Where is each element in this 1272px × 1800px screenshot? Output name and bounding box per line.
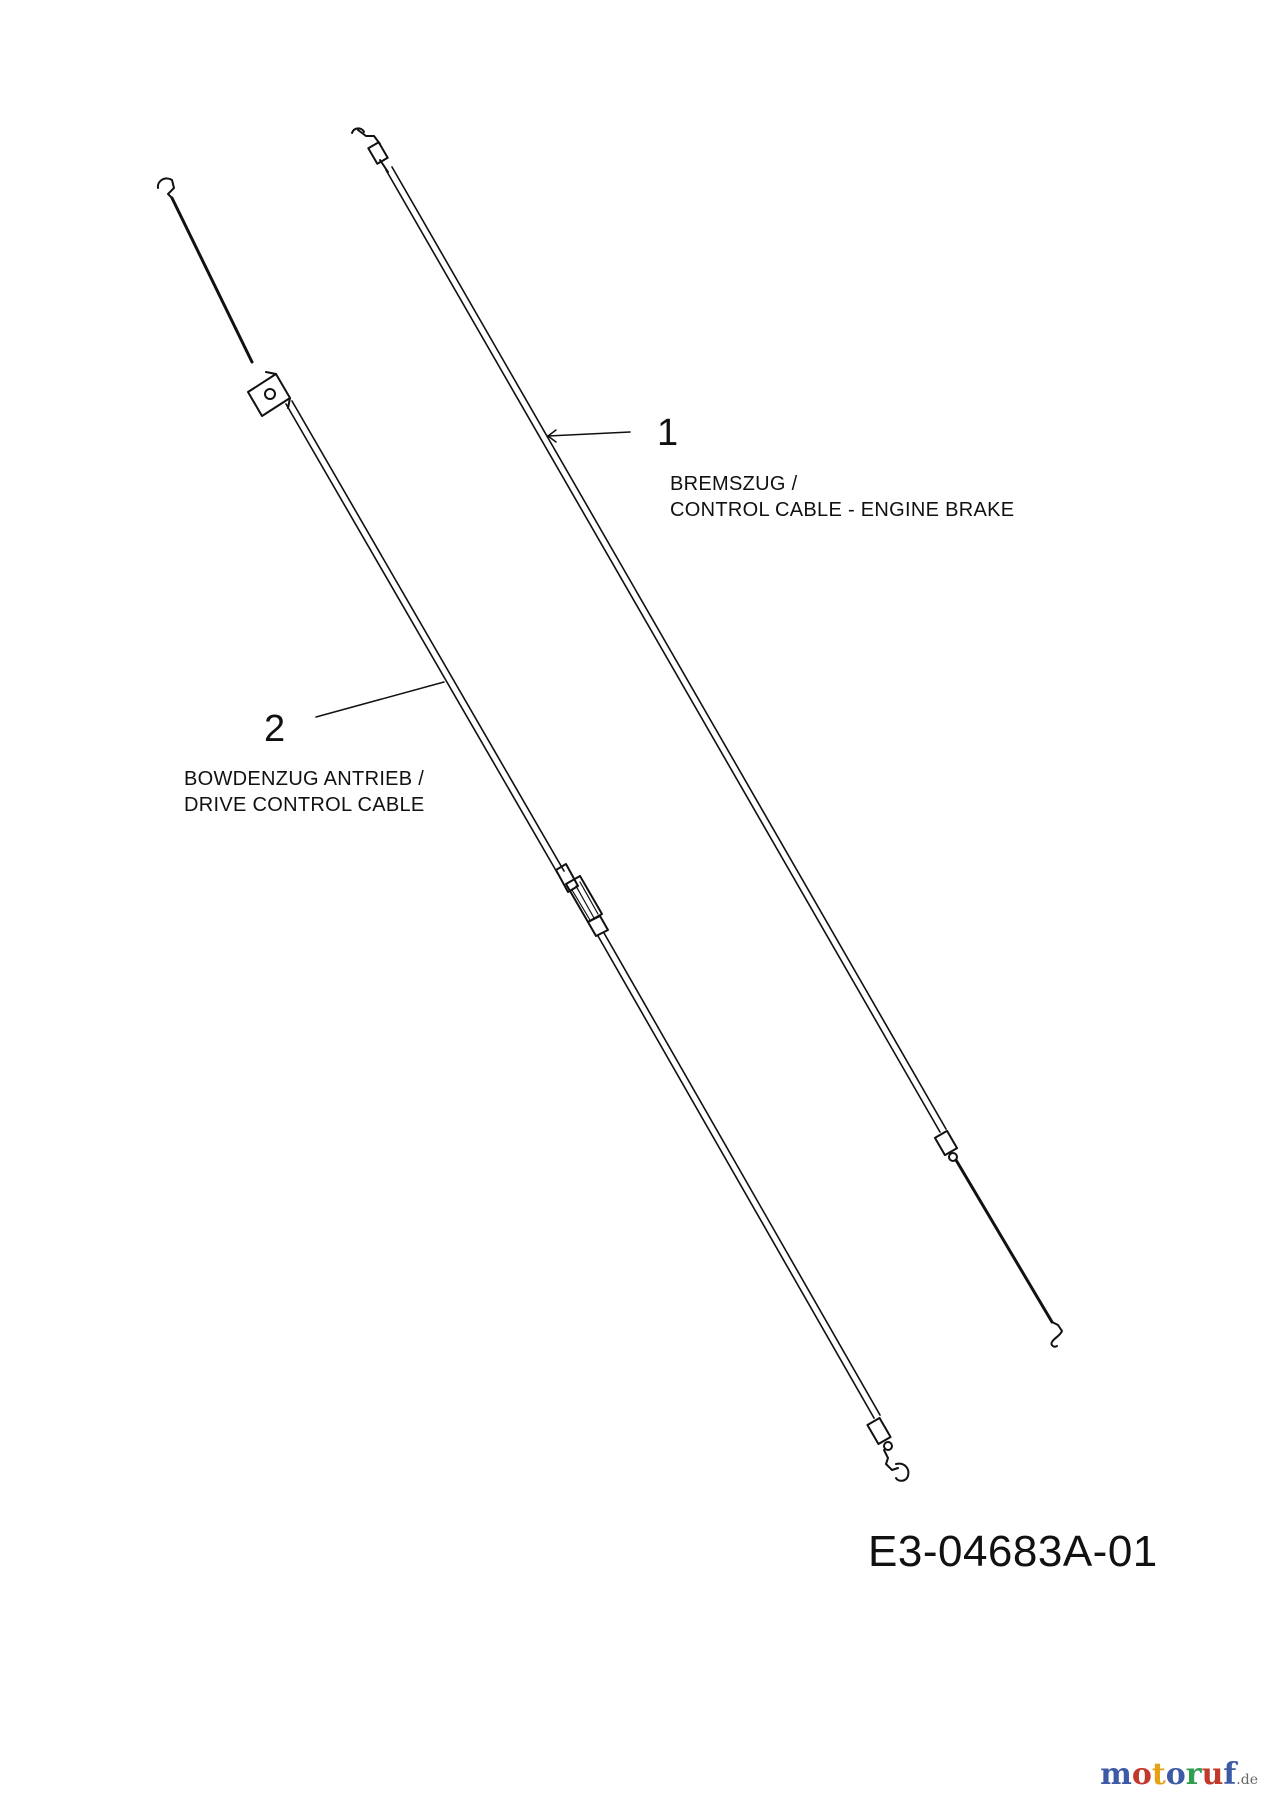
watermark-letter: m (1100, 1757, 1132, 1792)
watermark-letter: u (1201, 1757, 1224, 1792)
brake-cable-lower-fitting (935, 1131, 957, 1161)
callout-number-1: 1 (657, 412, 679, 454)
watermark-letter: o (1165, 1757, 1186, 1792)
brake-control-cable (352, 128, 1062, 1346)
drive-cable-adjuster (556, 864, 608, 936)
callout-2-line-en: DRIVE CONTROL CABLE (184, 794, 425, 816)
drawing-code: E3-04683A-01 (868, 1527, 1158, 1576)
callout-1-line-de: BREMSZUG / (670, 473, 798, 495)
watermark-letters (1100, 1757, 1236, 1792)
drive-cable-inner-wire (172, 198, 252, 362)
watermark-letter: o (1131, 1757, 1152, 1792)
leader-line-2 (316, 682, 444, 717)
drive-cable-bottom-fitting (867, 1418, 908, 1481)
callout-description-1 (670, 471, 1014, 523)
callout-description-2 (184, 766, 425, 818)
callout-2-line-de: BOWDENZUG ANTRIEB / (184, 768, 425, 790)
drive-control-cable (158, 178, 908, 1480)
drive-cable-top-hook (158, 178, 174, 198)
brake-cable-sheath (386, 167, 946, 1132)
watermark-tld: .de (1236, 1772, 1258, 1788)
watermark-letter: r (1185, 1757, 1202, 1792)
drive-cable-clip (248, 372, 290, 416)
watermark-letter: t (1151, 1757, 1166, 1792)
watermark-logo (1100, 1757, 1258, 1792)
leader-line-1 (548, 432, 630, 436)
watermark-letter: f (1223, 1757, 1237, 1792)
brake-cable-top-fitting (368, 142, 388, 172)
callout-number-2: 2 (264, 708, 286, 750)
brake-cable-top-hook (352, 128, 380, 144)
brake-cable-inner-wire (956, 1160, 1052, 1322)
callout-1-line-en: CONTROL CABLE - ENGINE BRAKE (670, 499, 1015, 521)
drive-cable-sheath-lower (598, 933, 880, 1418)
brake-cable-bottom-hook (1051, 1322, 1062, 1347)
